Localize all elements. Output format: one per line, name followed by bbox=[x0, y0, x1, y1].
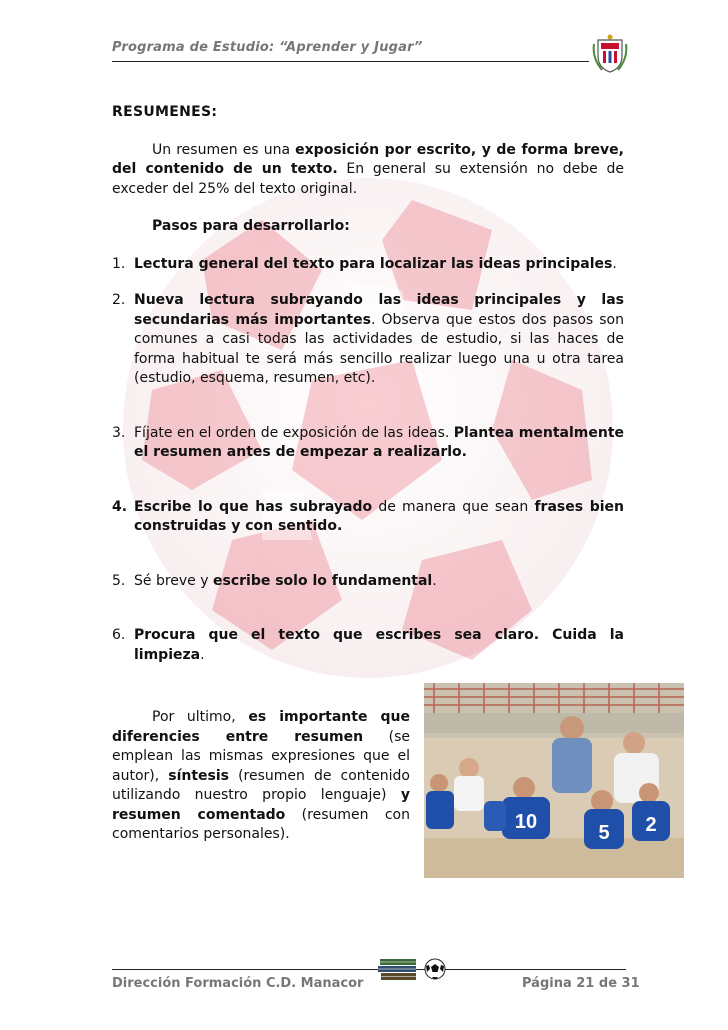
list-text: . bbox=[200, 646, 205, 663]
team-photo bbox=[424, 683, 684, 878]
footer-left-text: Dirección Formación C.D. Manacor bbox=[112, 976, 364, 991]
closing-text-2: (se emplean las mismas expresiones que el autor), bbox=[112, 728, 410, 784]
list-bold-2: frases bien construidas y con sentido. bbox=[134, 498, 624, 534]
main-content bbox=[112, 103, 624, 665]
list-bold: Escribe lo que has subrayado bbox=[134, 498, 373, 515]
footer-rule bbox=[112, 969, 626, 970]
list-item-1 bbox=[112, 255, 624, 275]
closing-text-4: (resumen con comentarios personales). bbox=[112, 806, 410, 842]
list-item-2 bbox=[112, 291, 624, 389]
list-number: 1. bbox=[112, 255, 126, 272]
list-number: 6. bbox=[112, 627, 126, 643]
closing-text-3: (resumen de contenido utilizando nuestro propio lenguaje) bbox=[112, 767, 410, 803]
list-text: . bbox=[612, 255, 617, 272]
list-bold: Lectura general del texto para localizar las ideas principales bbox=[134, 255, 613, 272]
list-text: Sé breve y bbox=[134, 572, 213, 589]
jersey-number-3: 2 bbox=[645, 814, 657, 836]
list-number: 4. bbox=[112, 498, 128, 515]
list-text: Fíjate en el orden de exposición de las ideas. bbox=[134, 424, 454, 441]
jersey-number-2: 5 bbox=[598, 822, 610, 844]
books-icon bbox=[378, 955, 418, 983]
closing-paragraph bbox=[112, 708, 410, 845]
list-item-6 bbox=[112, 626, 624, 665]
header-rule bbox=[112, 61, 589, 62]
intro-bold-1: exposición por escrito, y de forma breve, del contenido de un texto. bbox=[112, 141, 624, 177]
section-title: RESUMENES: bbox=[112, 104, 218, 120]
intro-text-2: En general su extensión no debe de exceder del 25% del texto original. bbox=[112, 161, 624, 197]
page-number: Página 21 de 31 bbox=[522, 976, 640, 991]
closing-text-1: Por ultimo, bbox=[152, 709, 249, 725]
list-bold: Procura que el texto que escribes sea claro. Cuida la limpieza bbox=[134, 627, 624, 663]
header-title: Programa de Estudio: “Aprender y Jugar” bbox=[112, 40, 423, 55]
closing-bold-2: síntesis bbox=[168, 767, 230, 784]
list-text: de manera que sean bbox=[372, 498, 535, 515]
closing-bold-3: y resumen comentado bbox=[112, 787, 410, 823]
jersey-number-1: 10 bbox=[514, 811, 538, 833]
list-bold: Nueva lectura subrayando las ideas principales y las secundarias más importantes bbox=[134, 292, 624, 328]
list-text-2: . bbox=[432, 572, 437, 589]
intro-paragraph bbox=[112, 141, 624, 200]
closing-bold-1: es importante que diferencies entre resumen bbox=[112, 709, 410, 745]
list-item-3 bbox=[112, 424, 624, 463]
list-number: 2. bbox=[112, 292, 126, 308]
list-number: 3. bbox=[112, 424, 126, 441]
list-number: 5. bbox=[112, 572, 126, 589]
list-text: . Observa que estos dos pasos son comunes a casi todas las actividades de estudio, si las haces de forma habitual te será más sencillo realizar luego una u otra tarea (estudio, esquema, resumen, etc). bbox=[134, 311, 624, 386]
steps-heading: Pasos para desarrollarlo: bbox=[152, 218, 350, 234]
club-crest-icon bbox=[592, 34, 628, 74]
list-item-4 bbox=[112, 498, 624, 537]
soccer-ball-icon bbox=[424, 958, 446, 980]
list-item-5 bbox=[112, 572, 624, 592]
intro-text-1: Un resumen es una bbox=[152, 141, 296, 158]
list-bold: escribe solo lo fundamental bbox=[212, 572, 433, 589]
list-bold: Plantea mentalmente el resumen antes de empezar a realizarlo. bbox=[134, 424, 625, 460]
